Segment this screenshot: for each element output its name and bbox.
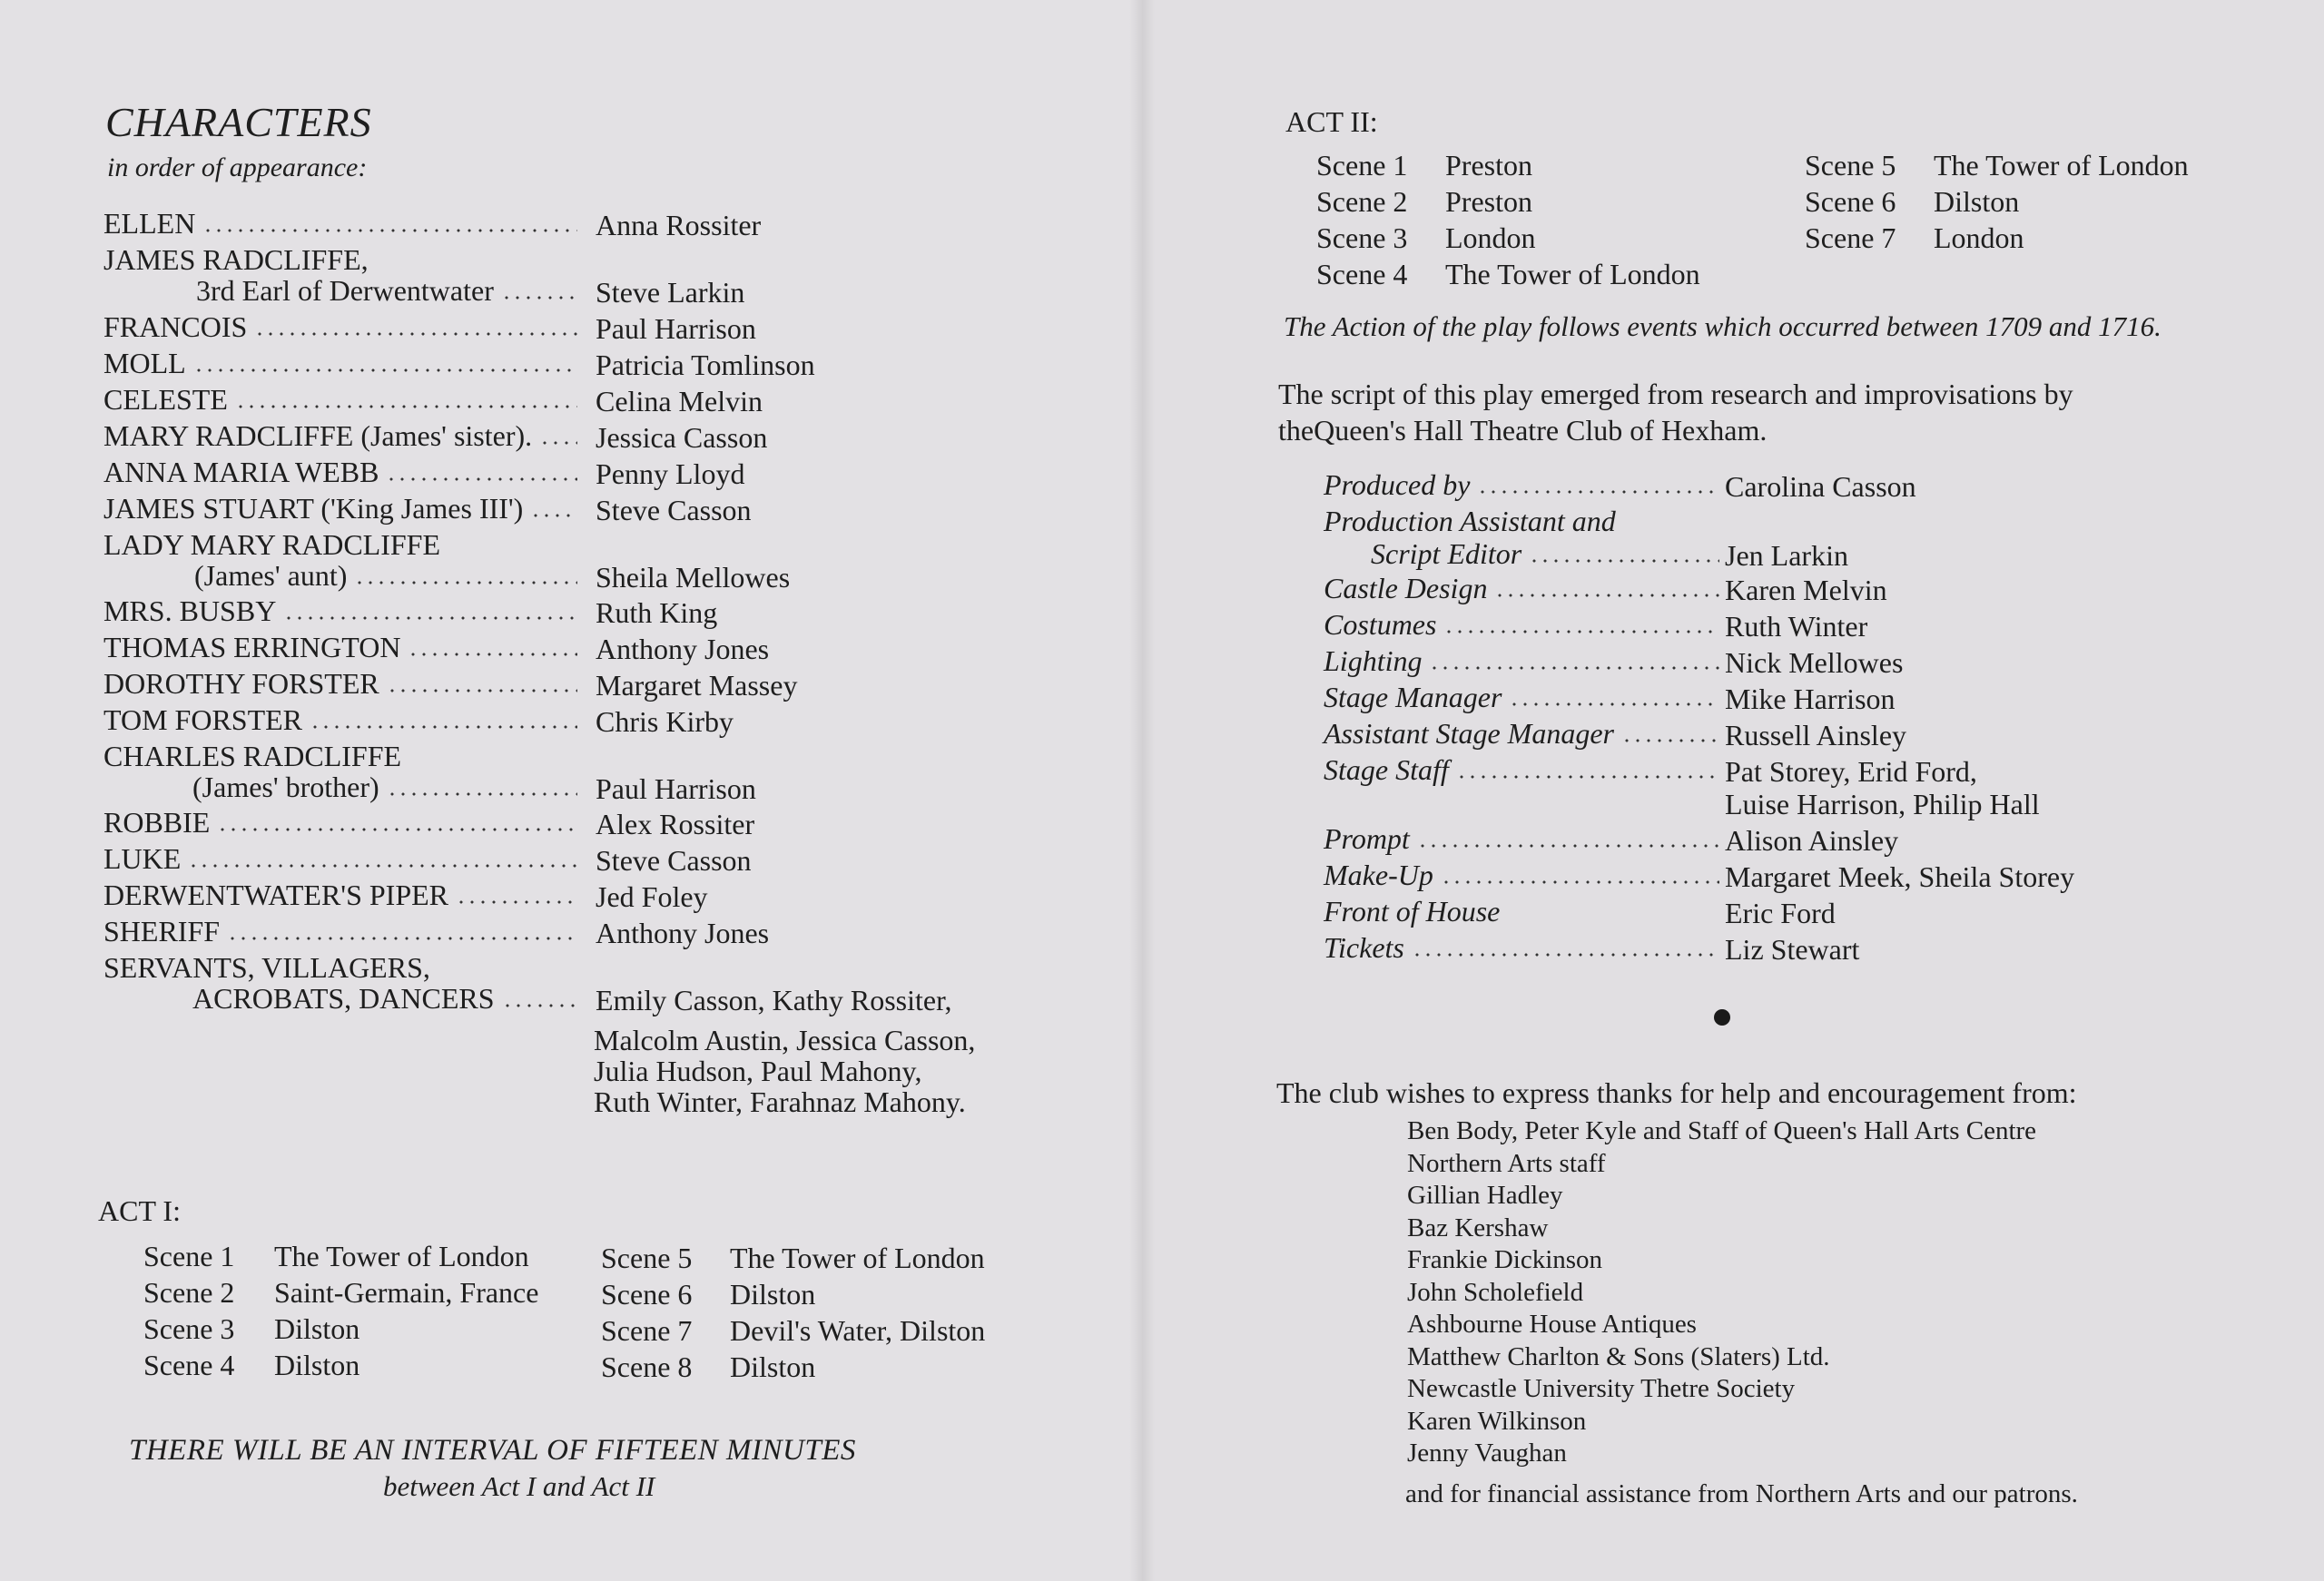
cast-role: SHERIFF [103,915,221,948]
dot-leader [387,792,577,796]
act1-scene-place: Dilston [274,1312,360,1345]
dot-leader [456,900,577,904]
characters-subtitle: in order of appearance: [107,152,368,182]
act2-scene-place: Preston [1445,185,1532,218]
credit-role: Tickets [1324,931,1404,964]
cast-role: DERWENTWATER'S PIPER [103,879,448,911]
cast-actor-more: Malcolm Austin, Jessica Casson, [594,1024,976,1056]
dot-leader [1441,880,1719,884]
act1-scene-label: Scene 6 [601,1278,693,1311]
cast-actor-more: Ruth Winter, Farahnaz Mahony. [594,1085,966,1118]
act1-scene-place: Devil's Water, Dilston [730,1314,986,1347]
thanks-name: Baz Kershaw [1407,1213,1549,1242]
act2-scene-label: Scene 6 [1805,185,1896,218]
credit-role: Prompt [1324,822,1410,855]
cast-role: JAMES RADCLIFFE, [103,243,369,276]
cast-actor: Anna Rossiter [596,209,762,241]
cast-actor: Alex Rossiter [596,808,755,840]
act2-scene-label: Scene 2 [1316,185,1408,218]
dot-leader [1456,775,1719,779]
thanks-name: Karen Wilkinson [1407,1406,1587,1436]
bullet-divider [1714,1009,1730,1026]
thanks-intro: The club wishes to express thanks for help and encouragement from: [1276,1076,2077,1109]
credit-name: Jen Larkin [1725,539,1848,572]
dot-leader [310,725,577,729]
cast-role: TOM FORSTER [103,703,303,736]
act1-scene-label: Scene 7 [601,1314,693,1347]
dot-leader [1621,739,1719,742]
left-page [0,0,1142,1581]
cast-role: MARY RADCLIFFE (James' sister). [103,419,533,452]
act2-scene-label: Scene 1 [1316,149,1408,182]
page-fold [1129,0,1155,1581]
act1-heading: ACT I: [98,1194,181,1227]
dot-leader [387,689,577,692]
dot-leader [1529,559,1719,563]
cast-actor: Steve Casson [596,494,752,526]
dot-leader [193,368,577,372]
cast-actor: Jessica Casson [596,421,768,454]
cast-role-line2: (James' brother) [192,771,379,803]
dot-leader [1443,630,1719,633]
credit-name: Russell Ainsley [1725,719,1907,751]
cast-role: ANNA MARIA WEBB [103,456,379,488]
act1-scene-place: Dilston [730,1278,816,1311]
characters-title: CHARACTERS [105,99,372,145]
cast-actor: Paul Harrison [596,312,756,345]
thanks-closing: and for financial assistance from Northern Arts and our patrons. [1405,1479,2078,1508]
script-note-line2: theQueen's Hall Theatre Club of Hexham. [1278,414,1768,447]
dot-leader [254,332,577,336]
act1-scene-place: The Tower of London [730,1242,985,1274]
dot-leader [1417,844,1719,848]
cast-role: THOMAS ERRINGTON [103,631,401,663]
credit-name: Margaret Meek, Sheila Storey [1725,860,2075,893]
credit-name: Mike Harrison [1725,682,1896,715]
act1-scene-label: Scene 4 [143,1349,235,1381]
dot-leader [539,441,577,445]
dot-leader [202,229,577,232]
cast-role-line2: ACROBATS, DANCERS [192,982,495,1015]
dot-leader [283,616,577,620]
thanks-name: Ashbourne House Antiques [1407,1310,1697,1339]
cast-role: LUKE [103,842,182,875]
act2-scene-label: Scene 7 [1805,221,1896,254]
credit-name: Nick Mellowes [1725,646,1904,679]
thanks-name: Northern Arts staff [1407,1148,1606,1178]
thanks-name: Ben Body, Peter Kyle and Staff of Queen's Hall Arts Centre [1407,1116,2037,1145]
credit-role: Stage Manager [1324,681,1502,713]
act2-scene-place: Preston [1445,149,1532,182]
cast-actor: Ruth King [596,596,718,629]
act1-scene-place: Saint-Germain, France [274,1276,539,1309]
cast-role: CHARLES RADCLIFFE [103,740,402,772]
cast-role: FRANCOIS [103,310,248,343]
thanks-name: Newcastle University Thetre Society [1407,1374,1796,1403]
cast-role: CELESTE [103,383,228,416]
credit-role: Castle Design [1324,572,1488,604]
credit-name: Eric Ford [1725,897,1836,929]
dot-leader [188,864,577,868]
thanks-name: Frankie Dickinson [1407,1245,1603,1274]
act2-scene-label: Scene 3 [1316,221,1408,254]
credit-role: Stage Staff [1324,753,1449,786]
cast-actor: Sheila Mellowes [596,561,791,594]
credit-role: Costumes [1324,608,1437,641]
dot-leader [1412,953,1719,957]
dot-leader [386,477,577,481]
act2-scene-label: Scene 4 [1316,258,1408,290]
cast-actor: Anthony Jones [596,917,770,949]
interval-line1: THERE WILL BE AN INTERVAL OF FIFTEEN MINUTES [129,1434,856,1467]
dot-leader [1509,702,1719,706]
thanks-name: Gillian Hadley [1407,1181,1563,1210]
cast-role-line2: 3rd Earl of Derwentwater [196,274,494,307]
credit-role: Make-Up [1324,859,1433,891]
dot-leader [408,653,577,656]
act2-heading: ACT II: [1285,105,1378,138]
cast-role: SERVANTS, VILLAGERS, [103,951,430,984]
dot-leader [354,581,577,584]
credit-name: Pat Storey, Erid Ford, [1725,755,1977,788]
act1-scene-label: Scene 8 [601,1350,693,1383]
cast-role: LADY MARY RADCLIFFE [103,528,440,561]
dot-leader [1477,490,1719,494]
cast-actor: Emily Casson, Kathy Rossiter, [596,984,952,1016]
cast-actor: Margaret Massey [596,669,798,702]
credit-name: Alison Ainsley [1725,824,1899,857]
act2-scene-place: The Tower of London [1934,149,2189,182]
act2-scene-label: Scene 5 [1805,149,1896,182]
interval-line2: between Act I and Act II [383,1470,655,1502]
right-page [1142,0,2324,1581]
dot-leader [501,296,577,300]
cast-actor: Steve Larkin [596,276,745,309]
cast-actor: Chris Kirby [596,705,734,738]
cast-role: MOLL [103,347,186,379]
dot-leader [1494,594,1719,597]
dot-leader [502,1004,577,1007]
credit-name: Carolina Casson [1725,470,1916,503]
credit-role: Front of House [1324,895,1501,928]
credit-name: Liz Stewart [1725,933,1860,966]
thanks-name: Jenny Vaughan [1407,1439,1567,1468]
credit-name: Karen Melvin [1725,574,1887,606]
credit-name-line2: Luise Harrison, Philip Hall [1725,788,2040,820]
act2-scene-place: London [1934,221,2024,254]
cast-actor: Steve Casson [596,844,752,877]
credit-role-line2: Script Editor [1371,537,1522,570]
act1-scene-label: Scene 2 [143,1276,235,1309]
thanks-name: Matthew Charlton & Sons (Slaters) Ltd. [1407,1341,1830,1371]
act1-scene-place: Dilston [274,1349,360,1381]
cast-role: ELLEN [103,207,196,240]
dot-leader [217,828,577,831]
cast-actor: Penny Lloyd [596,457,745,490]
act1-scene-label: Scene 1 [143,1240,235,1272]
cast-actor: Jed Foley [596,880,708,913]
dot-leader [227,937,577,940]
cast-role: ROBBIE [103,806,211,839]
cast-role: MRS. BUSBY [103,594,277,627]
act2-scene-place: The Tower of London [1445,258,1700,290]
credit-role: Assistant Stage Manager [1324,717,1614,750]
act1-scene-place: Dilston [730,1350,816,1383]
credit-role: Produced by [1324,468,1471,501]
action-note: The Action of the play follows events which occurred between 1709 and 1716. [1284,310,2162,342]
act1-scene-place: The Tower of London [274,1240,529,1272]
cast-role: JAMES STUART ('King James III') [103,492,524,525]
dot-leader [1429,666,1719,670]
credit-name: Ruth Winter [1725,610,1868,643]
dot-leader [530,514,577,517]
cast-role: DOROTHY FORSTER [103,667,379,700]
act1-scene-label: Scene 3 [143,1312,235,1345]
dot-leader [235,405,577,408]
credit-role: Lighting [1324,644,1423,677]
cast-actor: Anthony Jones [596,633,770,665]
script-note-line1: The script of this play emerged from research and improvisations by [1278,378,2073,410]
cast-actor-more: Julia Hudson, Paul Mahony, [594,1055,922,1087]
act2-scene-place: Dilston [1934,185,2020,218]
thanks-name: John Scholefield [1407,1277,1584,1307]
cast-actor: Celina Melvin [596,385,763,417]
act2-scene-place: London [1445,221,1536,254]
cast-actor: Paul Harrison [596,772,756,805]
act1-scene-label: Scene 5 [601,1242,693,1274]
cast-actor: Patricia Tomlinson [596,349,815,381]
credit-role: Production Assistant and [1324,505,1616,537]
cast-role-line2: (James' aunt) [194,559,348,592]
